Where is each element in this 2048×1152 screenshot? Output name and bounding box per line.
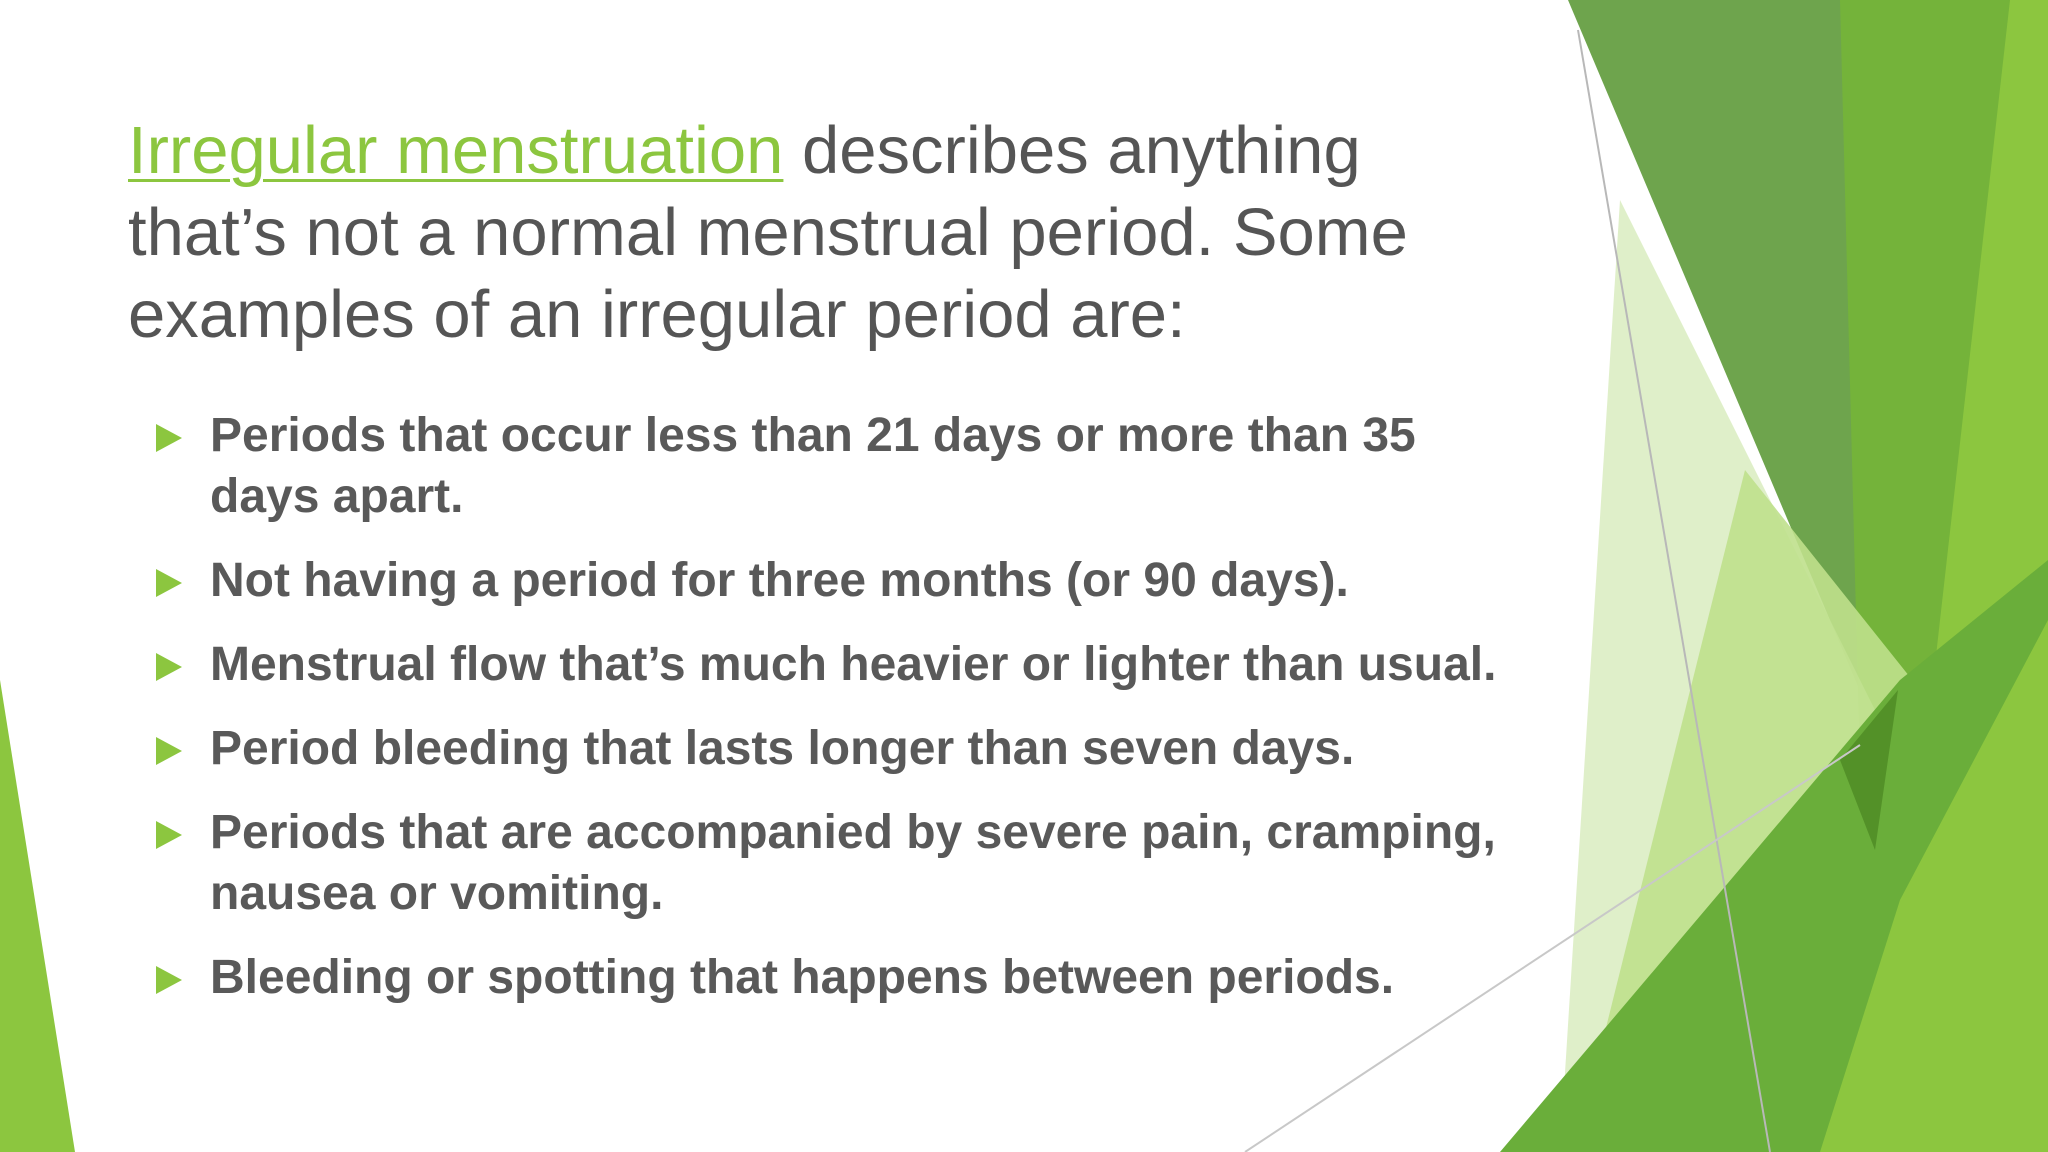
bullet-text: Bleeding or spotting that happens between periods. (210, 951, 1395, 1004)
bullet-text: Periods that are accompanied by severe pain, cramping, nausea or vomiting. (210, 806, 1496, 920)
bullet-text: Period bleeding that lasts longer than seven days. (210, 722, 1355, 775)
triangle-right-icon (156, 653, 182, 681)
slide-intro-text (128, 110, 1488, 356)
decor-left-edge (0, 680, 75, 1152)
irregular-menstruation-link[interactable]: Irregular menstruation (128, 113, 784, 188)
intro-rest-text: describes anything that’s not a normal menstrual period. Some examples of an irregular period are: (128, 113, 1408, 352)
bullet-item (150, 802, 1530, 924)
triangle-right-icon (156, 821, 182, 849)
bullet-list (150, 405, 1530, 1031)
bullet-item (150, 550, 1530, 611)
triangle-right-icon (156, 424, 182, 452)
triangle-right-icon (156, 569, 182, 597)
bullet-text: Menstrual flow that’s much heavier or lighter than usual. (210, 638, 1497, 691)
triangle-right-icon (156, 966, 182, 994)
bullet-item (150, 634, 1530, 695)
bullet-text: Not having a period for three months (or 90 days). (210, 554, 1349, 607)
triangle-right-icon (156, 737, 182, 765)
bullet-item (150, 405, 1530, 527)
bullet-item (150, 718, 1530, 779)
bullet-item (150, 947, 1530, 1008)
bullet-text: Periods that occur less than 21 days or more than 35 days apart. (210, 409, 1416, 523)
